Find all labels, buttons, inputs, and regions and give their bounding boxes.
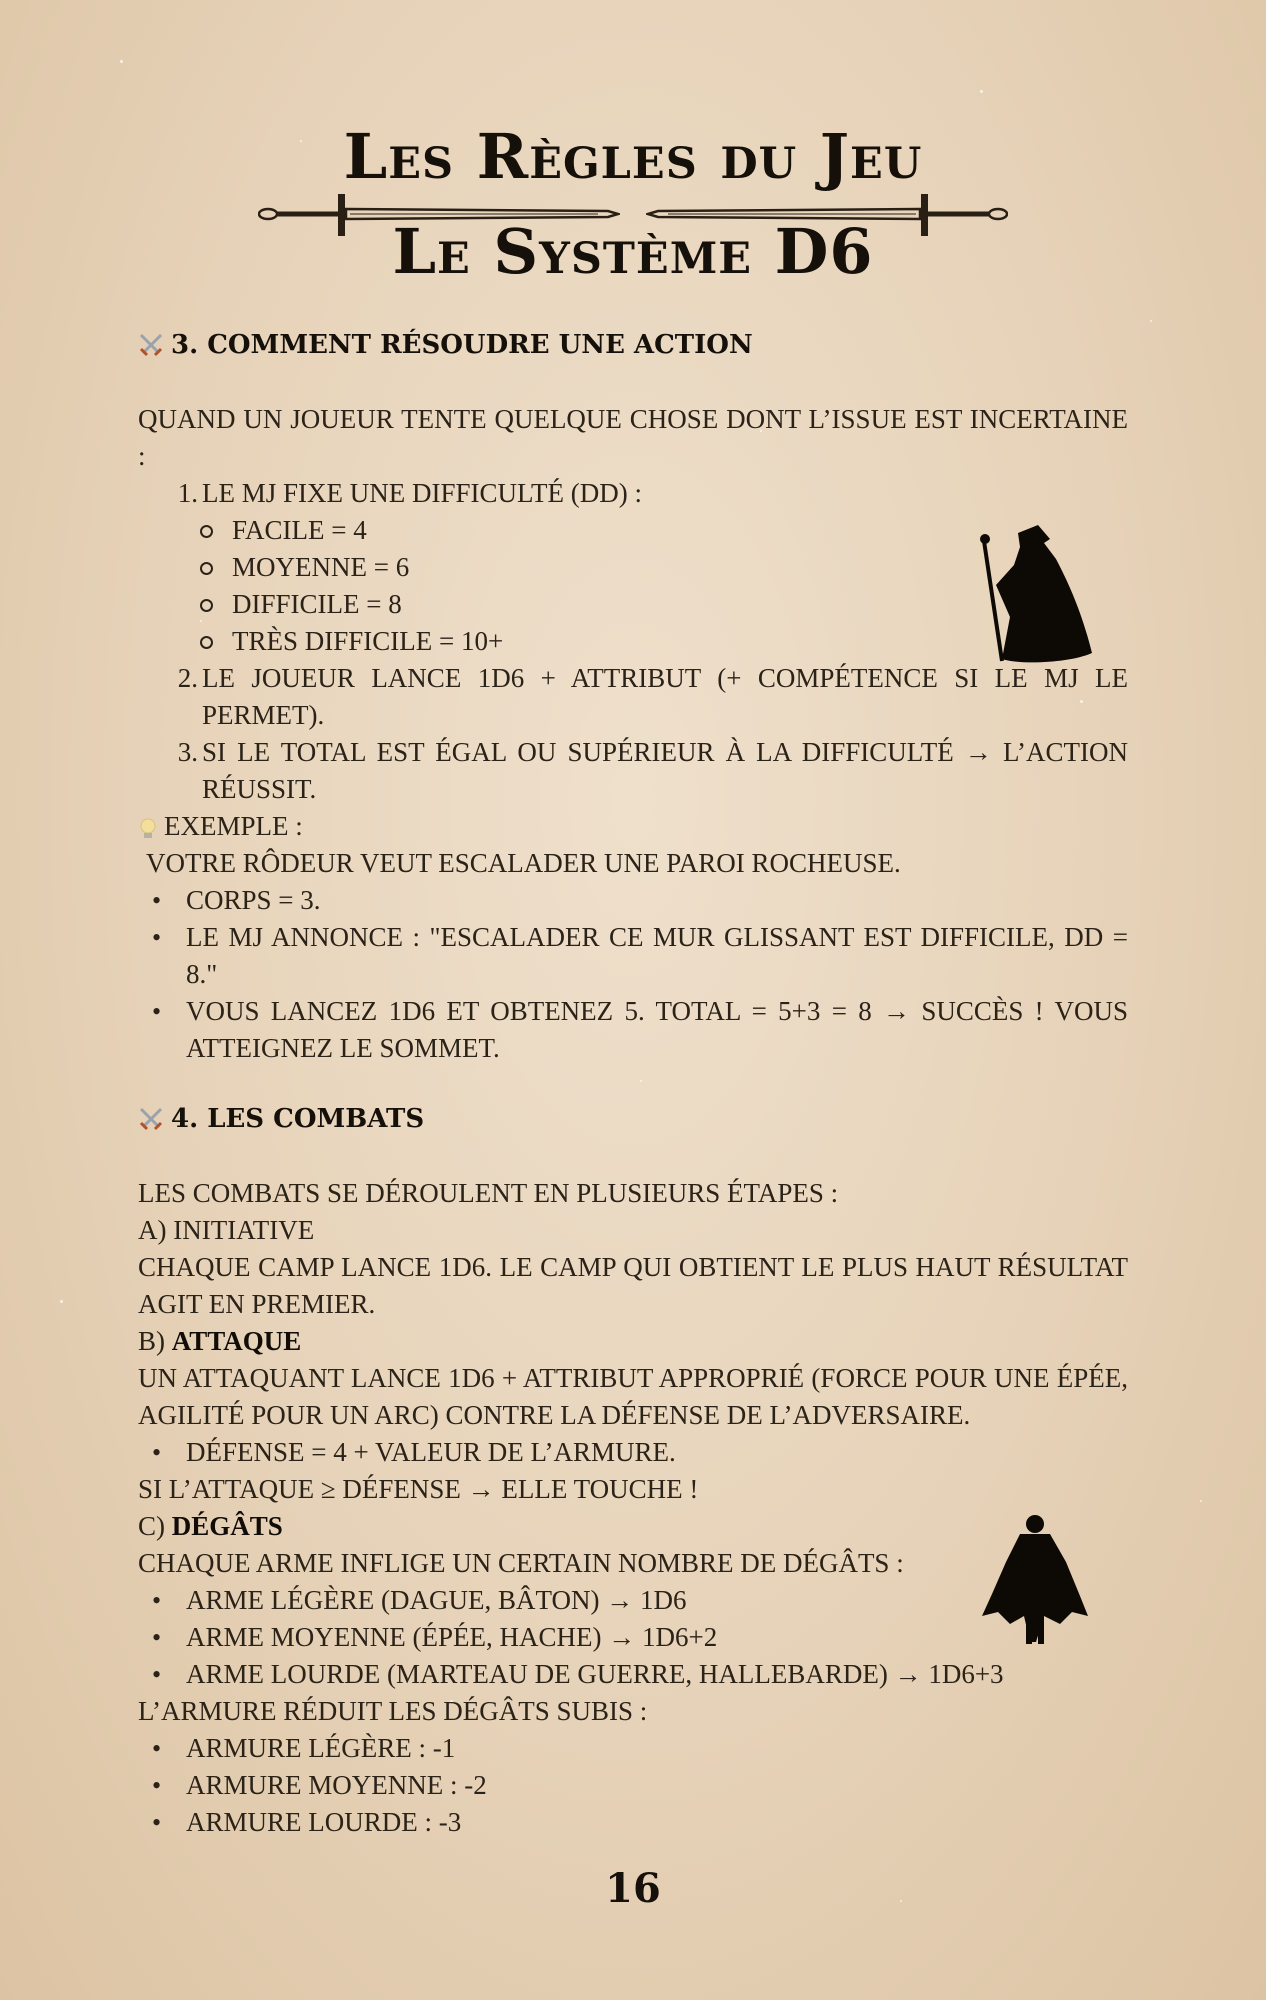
difficulty-item: MOYENNE = 6 (138, 549, 1128, 586)
caped-warrior-silhouette (980, 1512, 1090, 1647)
section-4-title: 4. LES COMBATS (171, 1104, 425, 1134)
wizard-silhouette (980, 525, 1095, 665)
page-number: 16 (605, 1865, 661, 1912)
section-4-body (138, 1175, 1128, 1841)
difficulty-item: DIFFICILE = 8 (138, 586, 1128, 623)
attack-text: UN ATTAQUANT LANCE 1D6 + ATTRIBUT APPROPRIÉ (FORCE POUR UNE ÉPÉE, AGILITÉ POUR UN ARC) CONTRE LA DÉFENSE DE L’ADVERSAIRE. (138, 1363, 1128, 1430)
damage-label: C) DÉGÂTS (138, 1511, 283, 1541)
section-4-heading (137, 1104, 424, 1134)
page-title: Les Règles du Jeu (343, 120, 923, 193)
lightbulb-icon (138, 817, 158, 841)
armor-item: • ARMURE LÉGÈRE : -1 (138, 1730, 1128, 1767)
weapon-item: • ARME LÉGÈRE (DAGUE, BÂTON) → 1D6 (138, 1582, 1128, 1619)
crossed-swords-icon (137, 1105, 165, 1133)
step-2: 2. LE JOUEUR LANCE 1D6 + ATTRIBUT (+ COMPÉTENCE SI LE MJ LE PERMET). (177, 663, 1128, 730)
crossed-swords-icon (137, 331, 165, 359)
difficulty-item: TRÈS DIFFICILE = 10+ (138, 623, 1128, 660)
weapon-item: • ARME MOYENNE (ÉPÉE, HACHE) → 1D6+2 (138, 1619, 1128, 1656)
example-point: • LE MJ ANNONCE : "ESCALADER CE MUR GLISSANT EST DIFFICILE, DD = 8." (138, 919, 1128, 993)
combat-intro: LES COMBATS SE DÉROULENT EN PLUSIEURS ÉTAPES : (138, 1178, 839, 1208)
armor-intro: L’ARMURE RÉDUIT LES DÉGÂTS SUBIS : (138, 1696, 648, 1726)
attack-rule: SI L’ATTAQUE ≥ DÉFENSE → ELLE TOUCHE ! (138, 1474, 699, 1504)
example-label: EXEMPLE : (138, 808, 1128, 845)
section-3-intro-line1: QUAND UN JOUEUR TENTE QUELQUE CHOSE DONT L’ISSUE EST INCERTAINE : (138, 404, 1128, 471)
weapon-item: • ARME LOURDE (MARTEAU DE GUERRE, HALLEBARDE) → 1D6+3 (138, 1656, 1128, 1693)
damage-text: CHAQUE ARME INFLIGE UN CERTAIN NOMBRE DE DÉGÂTS : (138, 1548, 904, 1578)
section-3-heading (137, 330, 753, 360)
attack-label: B) ATTAQUE (138, 1326, 302, 1356)
step-3: 3. SI LE TOTAL EST ÉGAL OU SUPÉRIEUR À LA DIFFICULTÉ → L’ACTION RÉUSSIT. (177, 737, 1128, 804)
difficulty-item: FACILE = 4 (138, 512, 1128, 549)
example-intro: VOTRE RÔDEUR VEUT ESCALADER UNE PAROI ROCHEUSE. (146, 848, 901, 878)
page-subtitle: Le Système D6 (392, 215, 874, 288)
armor-item: • ARMURE MOYENNE : -2 (138, 1767, 1128, 1804)
step-1: 1. LE MJ FIXE UNE DIFFICULTÉ (DD) : (177, 478, 642, 508)
section-3-body (138, 401, 1128, 475)
armor-item: • ARMURE LOURDE : -3 (138, 1804, 1128, 1841)
defense-point: • DÉFENSE = 4 + VALEUR DE L’ARMURE. (138, 1434, 1128, 1471)
example-point: • CORPS = 3. (138, 882, 1128, 919)
initiative-label: A) INITIATIVE (138, 1215, 315, 1245)
section-3-title: 3. COMMENT RÉSOUDRE UNE ACTION (171, 330, 753, 360)
example-point: • VOUS LANCEZ 1D6 ET OBTENEZ 5. TOTAL = 5+3 = 8 → SUCCÈS ! VOUS ATTEIGNEZ LE SOMMET. (138, 993, 1128, 1067)
initiative-text: CHAQUE CAMP LANCE 1D6. LE CAMP QUI OBTIENT LE PLUS HAUT RÉSULTAT AGIT EN PREMIER. (138, 1252, 1128, 1319)
